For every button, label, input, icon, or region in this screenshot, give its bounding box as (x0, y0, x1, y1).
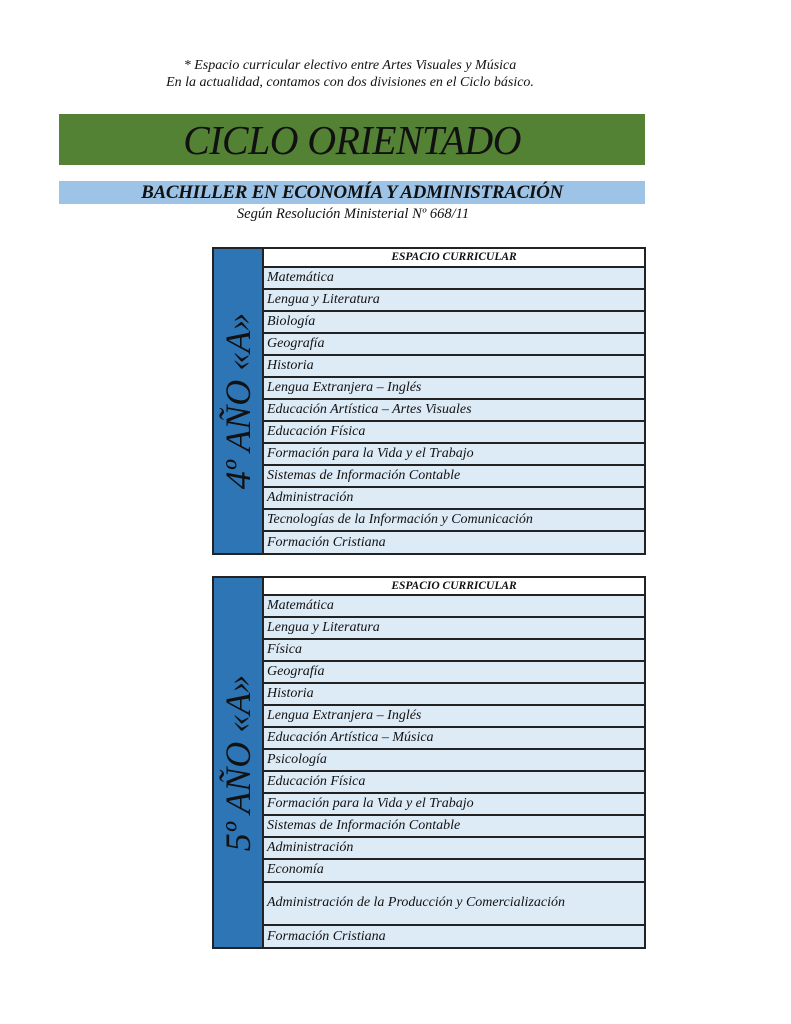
subject-row: Geografía (264, 334, 644, 356)
subject-row: Formación Cristiana (264, 926, 644, 947)
subject-row: Administración de la Producción y Comercialización (264, 883, 644, 927)
subject-row: Administración (264, 838, 644, 860)
resolution-note: Según Resolución Ministerial Nº 668/11 (236, 206, 470, 222)
subject-row: Sistemas de Información Contable (264, 466, 644, 488)
subject-row: Formación para la Vida y el Trabajo (264, 794, 644, 816)
subject-row: Historia (264, 356, 644, 378)
column-header: ESPACIO CURRICULAR (264, 249, 644, 268)
year-5-label: 5º AÑO «A» (218, 674, 258, 851)
year-4-table (212, 247, 646, 555)
page-title: CICLO ORIENTADO (183, 116, 521, 163)
subject-row: Formación para la Vida y el Trabajo (264, 444, 644, 466)
divisions-note: En la actualidad, contamos con dos divisiones en el Ciclo básico. (166, 75, 534, 90)
subject-row: Biología (264, 312, 644, 334)
subject-row: Administración (264, 488, 644, 510)
subject-row: Formación Cristiana (264, 532, 644, 553)
year-5-table (212, 576, 646, 949)
subject-row: Sistemas de Información Contable (264, 816, 644, 838)
elective-note: * Espacio curricular electivo entre Artes Visuales y Música (183, 58, 517, 73)
subject-row: Física (264, 640, 644, 662)
subject-row: Lengua Extranjera – Inglés (264, 378, 644, 400)
subject-row: Matemática (264, 268, 644, 290)
subject-row: Educación Física (264, 772, 644, 794)
page-subtitle: BACHILLER EN ECONOMÍA Y ADMINISTRACIÓN (141, 181, 563, 203)
subject-row: Geografía (264, 662, 644, 684)
title-banner (59, 114, 645, 165)
subject-row: Educación Física (264, 422, 644, 444)
year-5-label-cell (214, 578, 264, 947)
subject-row: Economía (264, 860, 644, 882)
year-4-label: 4º AÑO «A» (218, 312, 258, 490)
subject-row: Educación Artística – Música (264, 728, 644, 750)
subject-row: Psicología (264, 750, 644, 772)
subject-row: Tecnologías de la Información y Comunicación (264, 510, 644, 532)
subject-row: Lengua y Literatura (264, 290, 644, 312)
subject-row: Matemática (264, 596, 644, 618)
year-5-subjects (264, 578, 644, 947)
subject-row: Lengua Extranjera – Inglés (264, 706, 644, 728)
year-4-subjects (264, 249, 644, 553)
column-header: ESPACIO CURRICULAR (264, 578, 644, 596)
year-4-label-cell (214, 249, 264, 553)
subject-row: Educación Artística – Artes Visuales (264, 400, 644, 422)
subject-row: Lengua y Literatura (264, 618, 644, 640)
subject-row: Historia (264, 684, 644, 706)
subtitle-banner (59, 181, 645, 204)
